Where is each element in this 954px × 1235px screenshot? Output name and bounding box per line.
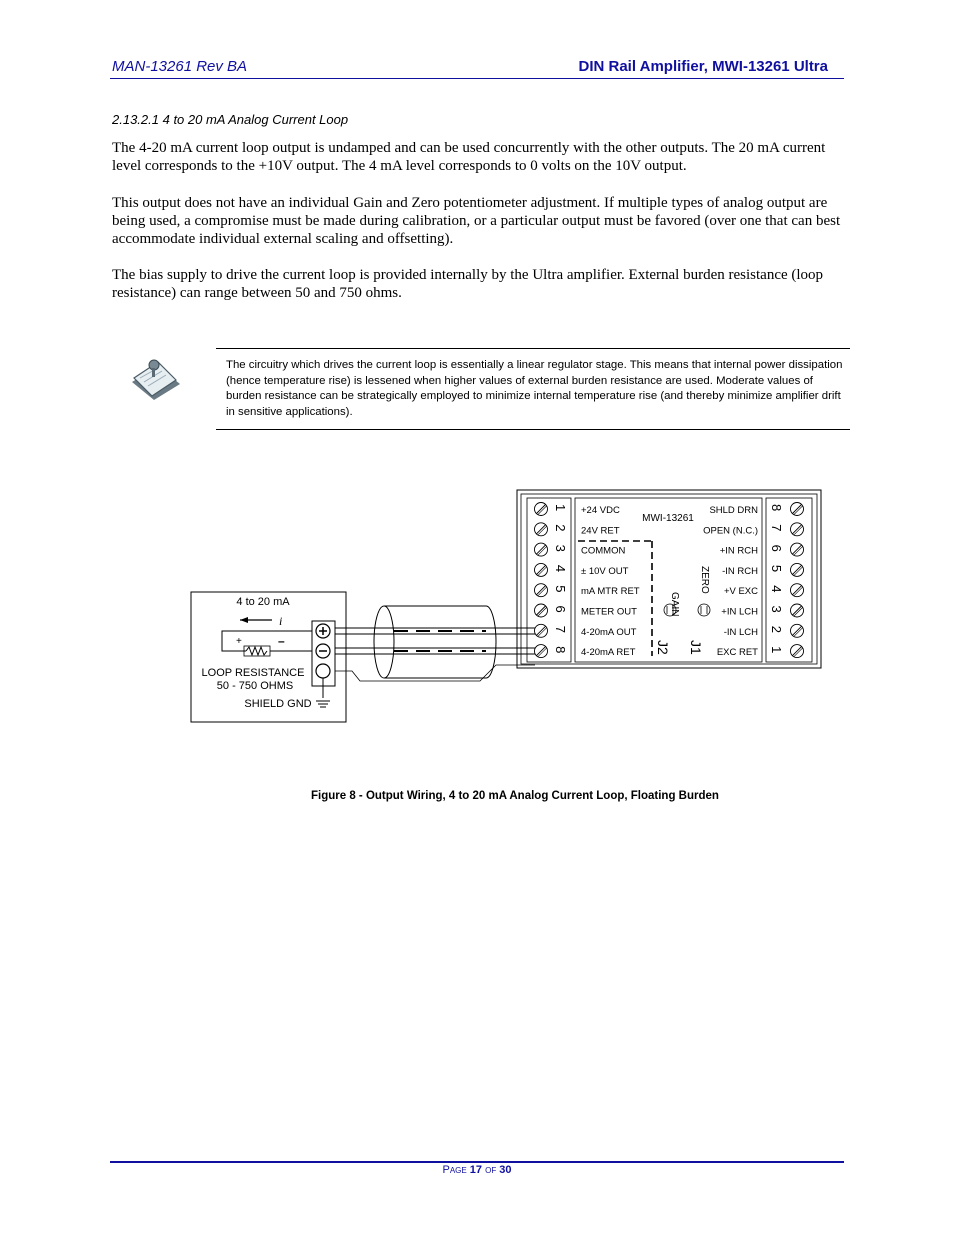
right-pin-label: SHLD DRN: [709, 505, 758, 516]
screw-terminal-icon: [791, 645, 804, 658]
right-terminal-strip: [766, 498, 812, 662]
left-pin-label: mA MTR RET: [581, 586, 640, 598]
header-doc-id: MAN-13261 Rev BA: [112, 58, 248, 75]
screw-terminal-icon: [791, 584, 804, 597]
note-bottom-rule: [216, 429, 850, 430]
note-pad-icon: [128, 356, 186, 404]
header-rule: [110, 78, 844, 79]
right-pin-label: OPEN (N.C.): [703, 525, 758, 537]
right-pin-label: +IN LCH: [721, 606, 758, 618]
screw-terminal-icon: [791, 523, 804, 536]
left-pin-label: ± 10V OUT: [581, 565, 629, 577]
resistance-label-2: 50 - 750 OHMS: [216, 680, 294, 692]
figure-caption: Figure 8 - Output Wiring, 4 to 20 mA Analog Current Loop, Floating Burden: [311, 790, 719, 802]
page-total: 30: [499, 1164, 512, 1176]
screw-terminal-icon: [535, 624, 548, 637]
right-pin-number: 1: [769, 646, 784, 654]
right-pin-label: -IN LCH: [723, 626, 758, 638]
screw-terminal-icon: [535, 584, 548, 597]
right-pin-number: 4: [769, 585, 784, 593]
plus-sign: +: [236, 636, 242, 647]
zero-pot-icon: [698, 604, 710, 616]
section-title: 2.13.2.1 4 to 20 mA Analog Current Loop: [112, 112, 349, 127]
screw-terminal-icon: [791, 503, 804, 516]
right-pin-number: 3: [769, 605, 784, 613]
right-pin-label: +IN RCH: [719, 545, 758, 557]
right-pin-number: 7: [769, 524, 784, 532]
paragraph-1: The 4-20 mA current loop output is undamped and can be used concurrently with the other outputs. The 20 mA current level corresponds to the +10V output. The 4 mA level corresponds to 0 volts on the 10V output.: [112, 140, 826, 174]
left-terminal-strip: [527, 498, 571, 662]
resistance-label-1: LOOP RESISTANCE: [201, 667, 305, 679]
left-pin-number: 3: [553, 544, 568, 552]
screw-terminal-icon: [535, 543, 548, 556]
screw-terminal-icon: [535, 604, 548, 617]
footer-rule: [110, 1161, 844, 1163]
left-pin-number: 7: [553, 625, 568, 634]
cable-icon: [374, 606, 394, 678]
j2-label: J2: [655, 640, 671, 655]
right-pin-number: 5: [769, 564, 784, 573]
left-pin-number: 6: [553, 605, 568, 613]
right-pins: [703, 503, 803, 659]
minus-sign: –: [278, 634, 285, 648]
shield-terminal-icon: [316, 664, 330, 678]
wiring-diagram: [180, 485, 830, 730]
paragraph-3: The bias supply to drive the current loop is provided internally by the Ultra amplifier. External burden resistance (loop resistance) can range between 50 and 750 ohms.: [112, 267, 824, 301]
module-model: MWI-13261: [642, 513, 694, 524]
paragraph-2: This output does not have an individual Gain and Zero potentiometer adjustment. If multiple types of analog output are being used, a compromise must be made during calibration, or a particular output must be favored (over one that can best accommodate individual external scaling and offsetting).: [112, 195, 841, 247]
screw-terminal-icon: [791, 543, 804, 556]
shield-label: SHIELD GND: [244, 698, 312, 710]
left-pin-label: 4-20mA RET: [581, 647, 636, 659]
left-pin-label: METER OUT: [581, 606, 637, 618]
screw-terminal-icon: [535, 563, 548, 576]
screw-terminal-icon: [535, 645, 548, 658]
header-title: DIN Rail Amplifier, MWI-13261 Ultra: [578, 58, 828, 75]
note-top-rule: [216, 348, 850, 349]
page-word: Page: [442, 1164, 467, 1176]
left-pin-label: +24 VDC: [581, 505, 620, 516]
of-word: of: [485, 1164, 497, 1176]
screw-terminal-icon: [535, 503, 548, 516]
left-pin-label: 24V RET: [581, 525, 620, 537]
screw-terminal-icon: [791, 563, 804, 576]
screw-terminal-icon: [535, 523, 548, 536]
page-footer: [0, 1164, 954, 1176]
left-pin-label: 4-20mA OUT: [581, 626, 637, 638]
right-pin-label: EXC RET: [716, 647, 758, 659]
left-pin-number: 1: [553, 504, 568, 512]
right-pin-label: -IN RCH: [722, 565, 758, 577]
note-text: The circuitry which drives the current loop is essentially a linear regulator stage. This means that internal power dissipation (hence temperature rise) is lessened when higher values of external burden resistance are used. Moderate values of burden resistance can be strategically employed to minimize internal temperature rise (and thereby minimize amplifier drift in sensitive applications).: [226, 359, 843, 418]
screw-terminal-icon: [791, 624, 804, 637]
gain-label: GAIN: [669, 592, 680, 617]
left-pin-label: COMMON: [581, 545, 626, 557]
zero-label: ZERO: [699, 566, 710, 594]
left-pins: [535, 503, 640, 659]
current-symbol: i: [279, 614, 283, 628]
left-pin-number: 8: [553, 646, 568, 654]
right-pin-number: 8: [769, 504, 784, 512]
left-pin-number: 4: [553, 564, 568, 573]
left-pin-number: 5: [553, 585, 568, 593]
left-pin-number: 2: [553, 524, 568, 532]
page-number: 17: [469, 1164, 483, 1176]
j1-label: J1: [688, 640, 704, 655]
right-pin-number: 2: [769, 625, 784, 634]
right-pin-number: 6: [769, 544, 784, 552]
screw-terminal-icon: [791, 604, 804, 617]
right-pin-label: +V EXC: [723, 586, 758, 598]
current-label: 4 to 20 mA: [236, 596, 290, 608]
